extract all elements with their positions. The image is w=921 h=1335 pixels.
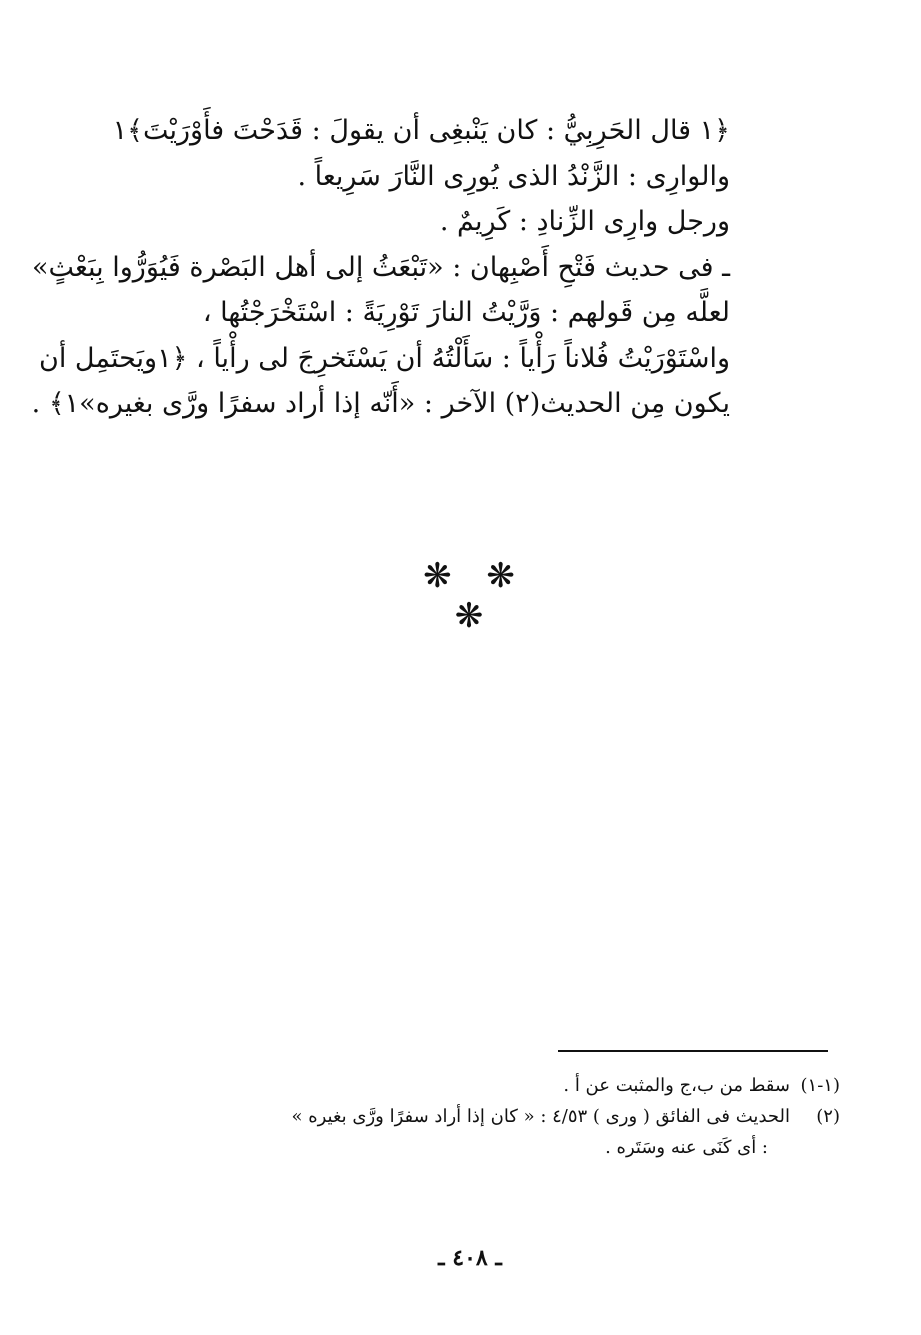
main-text bbox=[31, 108, 730, 427]
footnote-continuation: : أى كَنَى عنه وسَتَره . bbox=[605, 1137, 768, 1158]
text-line: لعلَّه مِن قَولهم : وَرَّيْتُ النارَ تَوْرِيَةً : اسْتَخْرَجْتُها ، bbox=[202, 297, 730, 328]
footnote-item bbox=[150, 1101, 840, 1132]
footnotes bbox=[150, 1070, 840, 1163]
footnote-marker: (١-١) bbox=[800, 1075, 840, 1096]
text-line: يكون مِن الحديث(٢) الآخر : «أَنّه إذا أراد سفرًا ورَّى بغيره»١﴾ . bbox=[31, 388, 730, 419]
section-separator: ❋ ❋ ❋ bbox=[423, 556, 527, 636]
text-line: ﴿١ قال الحَرِبِيُّ : كان يَنْبغِى أن يقولَ : قَدَحْتَ فأَوْرَيْتَ﴾١ bbox=[112, 115, 730, 146]
text-line: ـ فى حديث فَتْحِ أَصْبِهان : «تَبْعَثُ إلى أهل البَصْرة فَيُوَرُّوا بِبَعْثٍ» bbox=[31, 251, 730, 283]
footnote-text: الحديث فى الفائق ( ورى ) ٤/٥٣ : « كان إذا أراد سفرًا ورَّى بغيره » bbox=[291, 1106, 790, 1127]
footnote-marker: (٢) bbox=[816, 1106, 840, 1127]
text-line: واسْتَوْرَيْتُ فُلاناً رَأْياً : سَأَلْتُهُ أن يَسْتَخرِجَ لى رأْياً ، ﴿١ويَحتَمِل أن bbox=[39, 342, 730, 374]
text-line: والوارِى : الزَّنْدُ الذى يُورِى النَّارَ سَرِيعاً . bbox=[297, 160, 730, 192]
page-number: ـ ٤٠٨ ـ bbox=[438, 1245, 502, 1271]
footnote-item bbox=[150, 1070, 840, 1101]
footnote-text: سقط من ب،ج والمثبت عن أ . bbox=[563, 1075, 790, 1096]
footnote-divider bbox=[558, 1050, 828, 1052]
text-line: ورجل وارِى الزِّنادِ : كَرِيمٌ . bbox=[439, 206, 730, 237]
